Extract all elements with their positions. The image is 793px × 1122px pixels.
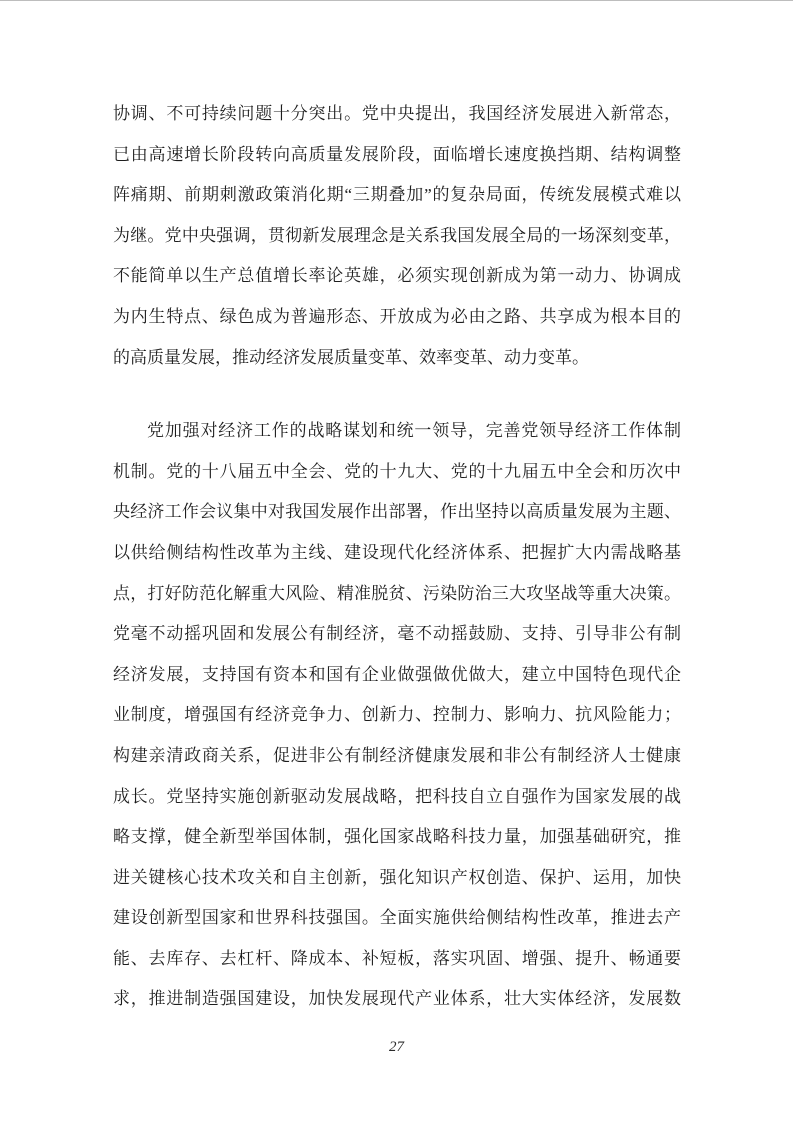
text-line: 央经济工作会议集中对我国发展作出部署，作出坚持以高质量发展为主题、 — [113, 502, 681, 522]
text-line: 求，推进制造强国建设，加快发展现代产业体系，壮大实体经济，发展数 — [113, 989, 681, 1009]
text-line: 构建亲清政商关系，促进非公有制经济健康发展和非公有制经济人士健康 — [113, 745, 681, 765]
body-text — [113, 94, 681, 1020]
text-line: 经济发展，支持国有资本和国有企业做强做优做大，建立中国特色现代企 — [113, 664, 681, 684]
text-line: 党毫不动摇巩固和发展公有制经济，毫不动摇鼓励、支持、引导非公有制 — [113, 624, 681, 644]
text-line: 协调、不可持续问题十分突出。党中央提出，我国经济发展进入新常态， — [113, 104, 681, 123]
text-line: 能、去库存、去杠杆、降成本、补短板，落实巩固、增强、提升、畅通要 — [113, 948, 681, 968]
text-line: 略支撑，健全新型举国体制，强化国家战略科技力量，加强基础研究，推 — [113, 827, 681, 847]
text-line: 以供给侧结构性改革为主线、建设现代化经济体系、把握扩大内需战略基 — [113, 542, 681, 562]
paragraph — [113, 411, 681, 1020]
text-line: 已由高速增长阶段转向高质量发展阶段，面临增长速度换挡期、结构调整 — [113, 144, 681, 164]
text-line: 成长。党坚持实施创新驱动发展战略，把科技自立自强作为国家发展的战 — [113, 786, 681, 806]
text-line: 为继。党中央强调，贯彻新发展理念是关系我国发展全局的一场深刻变革， — [113, 225, 681, 245]
text-line: 点，打好防范化解重大风险、精准脱贫、污染防治三大攻坚战等重大决策。 — [113, 583, 681, 603]
text-line: 建设创新型国家和世界科技强国。全面实施供给侧结构性改革，推进去产 — [113, 908, 681, 928]
text-line: 阵痛期、前期刺激政策消化期“三期叠加”的复杂局面，传统发展模式难以 — [113, 185, 681, 205]
text-line: 业制度，增强国有经济竞争力、创新力、控制力、影响力、抗风险能力； — [113, 705, 681, 725]
text-line: 为内生特点、绿色成为普遍形态、开放成为必由之路、共享成为根本目的 — [113, 306, 681, 326]
text-line: 的高质量发展，推动经济发展质量变革、效率变革、动力变革。 — [113, 347, 589, 367]
text-line: 机制。党的十八届五中全会、党的十九大、党的十九届五中全会和历次中 — [113, 461, 681, 481]
text-line: 党加强对经济工作的战略谋划和统一领导，完善党领导经济工作体制 — [147, 421, 681, 441]
paragraph — [113, 94, 681, 378]
text-line: 进关键核心技术攻关和自主创新，强化知识产权创造、保护、运用，加快 — [113, 867, 681, 887]
page-number: 27 — [389, 1039, 404, 1055]
text-line: 不能简单以生产总值增长率论英雄，必须实现创新成为第一动力、协调成 — [113, 266, 681, 286]
